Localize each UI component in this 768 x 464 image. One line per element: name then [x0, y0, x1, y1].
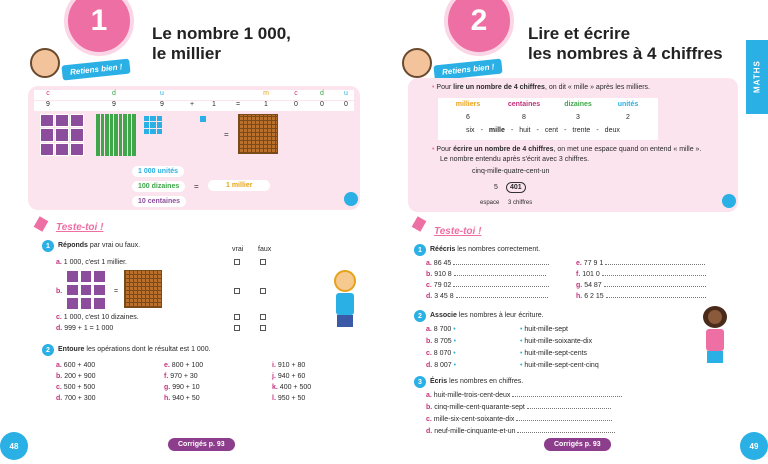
col-milliers: milliers	[455, 101, 481, 108]
checkbox-faux[interactable]	[260, 325, 266, 331]
match-words	[520, 324, 599, 372]
checkbox-vrai[interactable]	[234, 325, 240, 331]
operation-item[interactable]: j. 940 + 60	[272, 373, 306, 380]
place-value-table	[438, 98, 658, 140]
title-line-2: le millier	[152, 44, 221, 63]
page-title	[152, 24, 291, 64]
value-cell: 9	[160, 101, 164, 108]
value-cell: 0	[344, 101, 348, 108]
title-line-2: les nombres à 4 chiffres	[528, 44, 723, 63]
corner-decoration	[344, 192, 358, 206]
operation-item[interactable]: h. 940 + 50	[164, 395, 200, 402]
col-centaines: centaines	[507, 101, 541, 108]
corner-decoration	[722, 194, 736, 208]
teste-toi-heading: Teste-toi !	[434, 226, 482, 237]
lesson-number-badge: 1	[64, 0, 134, 56]
units-cubes	[144, 116, 162, 134]
right-page	[384, 0, 768, 464]
equals-sign: =	[114, 288, 119, 295]
hundreds-pill: 10 centaines	[132, 196, 186, 207]
write-item[interactable]: a. huit-mille-trois-cent-deux	[426, 390, 622, 402]
espace-label: espace	[480, 200, 500, 206]
digit: 2	[626, 114, 630, 121]
operation-item[interactable]: e. 800 + 100	[164, 362, 204, 369]
value-cell: 9	[112, 101, 116, 108]
teacher-avatar	[30, 48, 60, 78]
exercise-number: 1	[414, 244, 426, 256]
question-b-label: b.	[56, 288, 63, 295]
header-d2: d	[320, 90, 324, 97]
lesson-number-badge: 2	[444, 0, 514, 56]
operation-item[interactable]: l. 950 + 50	[272, 395, 306, 402]
rule-2-line-2: Le nombre entendu après s'écrit avec 3 chiffres.	[440, 156, 590, 163]
equals-sign: =	[194, 182, 199, 191]
subject-tab: MATHS	[746, 40, 768, 114]
hundred-squares	[66, 270, 106, 310]
exercise-1-instruction: Réponds par vrai ou faux.	[58, 242, 141, 249]
exercise-2-instruction: Entoure les opérations dont le résultat est 1 000.	[58, 346, 211, 353]
rewrite-item[interactable]: d. 3 45 8	[426, 291, 549, 302]
operations-col-3	[272, 360, 311, 404]
teacher-avatar	[402, 48, 432, 78]
value-cell: 0	[294, 101, 298, 108]
match-number-item[interactable]: b. 8 705 •	[426, 338, 457, 345]
match-number-item[interactable]: a. 8 700 •	[426, 326, 456, 333]
exercise-number: 2	[414, 310, 426, 322]
units-pill: 1 000 unités	[132, 166, 184, 177]
example-text: cinq-mille-quatre-cent-un	[472, 168, 550, 175]
table-values-row	[34, 101, 354, 111]
match-number-item[interactable]: d. 8 007 •	[426, 362, 457, 369]
equals-sign: =	[235, 101, 241, 108]
title-line-1: Lire et écrire	[528, 24, 631, 43]
col-dizaines: dizaines	[564, 101, 592, 108]
exercise-1-instruction: Réécris les nombres correctement.	[430, 246, 541, 253]
match-word-item[interactable]: • huit-mille-sept-cents	[520, 350, 588, 357]
operation-item[interactable]: a. 600 + 400	[56, 362, 96, 369]
match-word-item[interactable]: • huit-mille-sept	[520, 326, 568, 333]
rule-1: • Pour lire un nombre de 4 chiffres, on dit « mille » après les milliers.	[432, 84, 650, 91]
exercise-2-instruction: Associe les nombres à leur écriture.	[430, 312, 544, 319]
lesson-box	[408, 78, 738, 212]
value-cell: 9	[46, 101, 50, 108]
rewrite-item[interactable]: b. 910 8	[426, 269, 549, 280]
operation-item[interactable]: k. 400 + 500	[272, 384, 312, 391]
checkbox-vrai[interactable]	[234, 259, 240, 265]
plus-sign: +	[189, 101, 195, 108]
operation-item[interactable]: b. 200 + 900	[56, 373, 96, 380]
question-c: c. 1 000, c'est 10 dizaines.	[56, 314, 139, 321]
match-number-item[interactable]: c. 8 070 •	[426, 350, 456, 357]
match-numbers	[426, 324, 456, 372]
page-title	[528, 24, 723, 64]
child-illustration	[330, 270, 360, 332]
title-line-1: Le nombre 1 000,	[152, 24, 291, 43]
header-u: u	[160, 90, 164, 97]
rewrite-item[interactable]: g. 54 87	[576, 280, 706, 291]
pencil-icon	[34, 216, 49, 231]
rewrite-col-1	[426, 258, 549, 302]
question-a: a. 1 000, c'est 1 millier.	[56, 259, 127, 266]
write-item[interactable]: c. mille-six-cent-soixante-dix	[426, 414, 622, 426]
rewrite-item[interactable]: a. 86 45	[426, 258, 549, 269]
operations-col-1	[56, 360, 96, 404]
value-cell: 1	[212, 101, 216, 108]
match-word-item[interactable]: • huit-mille-sept-cent-cinq	[520, 362, 599, 369]
checkbox-faux[interactable]	[260, 259, 266, 265]
corriges-link[interactable]: Corrigés p. 93	[544, 438, 611, 451]
rewrite-item[interactable]: c. 79 02	[426, 280, 549, 291]
digit: 6	[466, 114, 470, 121]
tens-bars	[96, 114, 136, 156]
retiens-ribbon: Retiens bien !	[433, 58, 503, 80]
operation-item[interactable]: f. 970 + 30	[164, 373, 198, 380]
operation-item[interactable]: g. 990 + 10	[164, 384, 200, 391]
example-circled: 401	[506, 182, 526, 193]
digit: 3	[576, 114, 580, 121]
corriges-link[interactable]: Corrigés p. 93	[168, 438, 235, 451]
exercise-number: 1	[42, 240, 54, 252]
table-header-row	[34, 90, 354, 100]
millier-pill: 1 millier	[208, 180, 270, 191]
header-u2: u	[344, 90, 348, 97]
equals-sign: =	[224, 130, 229, 139]
operation-item[interactable]: d. 700 + 300	[56, 395, 96, 402]
pencil-icon	[412, 216, 427, 231]
page-number: 49	[740, 432, 768, 460]
match-word-item[interactable]: • huit-mille-soixante-dix	[520, 338, 593, 345]
thousand-cube	[124, 270, 162, 308]
tens-pill: 100 dizaines	[132, 181, 185, 192]
rewrite-col-2	[576, 258, 706, 302]
vrai-label: vrai	[232, 246, 244, 253]
write-item[interactable]: d. neuf-mille-cinquante-et-un	[426, 426, 622, 438]
digit: 8	[522, 114, 526, 121]
rule-2: • Pour écrire un nombre de 4 chiffres, on met une espace quand on entend « mille ».	[432, 146, 702, 153]
write-item[interactable]: b. cinq-mille-cent-quarante-sept	[426, 402, 622, 414]
thousand-cube	[238, 114, 278, 154]
header-c: c	[46, 90, 50, 97]
checkbox-vrai[interactable]	[234, 288, 240, 294]
teste-toi-heading: Teste-toi !	[56, 222, 104, 233]
checkbox-faux[interactable]	[260, 314, 266, 320]
three-digits-label: 3 chiffres	[508, 200, 533, 206]
exercise-number: 3	[414, 376, 426, 388]
rewrite-item[interactable]: f. 101 0	[576, 269, 706, 280]
checkbox-vrai[interactable]	[234, 314, 240, 320]
checkbox-faux[interactable]	[260, 288, 266, 294]
rewrite-item[interactable]: e. 77 9 1	[576, 258, 706, 269]
faux-label: faux	[258, 246, 272, 253]
write-numbers-list	[426, 390, 622, 438]
value-cell: 1	[264, 101, 268, 108]
lesson-box	[28, 86, 360, 210]
col-unites: unités	[617, 101, 639, 108]
value-cell: 0	[320, 101, 324, 108]
number-in-words: six - mille - huit - cent - trente - deux	[466, 127, 620, 134]
exercise-number: 2	[42, 344, 54, 356]
child-illustration	[700, 306, 730, 368]
rewrite-item[interactable]: h. 6 2 15	[576, 291, 706, 302]
example-digit: 5	[494, 184, 498, 191]
header-m: m	[263, 90, 269, 97]
single-cube	[200, 116, 206, 122]
page-number: 48	[0, 432, 28, 460]
exercise-3-instruction: Écris les nombres en chiffres.	[430, 378, 524, 385]
operation-item[interactable]: c. 500 + 500	[56, 384, 96, 391]
header-c2: c	[294, 90, 298, 97]
hundred-squares	[40, 114, 84, 156]
question-d: d. 999 + 1 = 1 000	[56, 325, 114, 332]
operations-col-2	[164, 360, 203, 404]
header-d: d	[112, 90, 116, 97]
retiens-ribbon: Retiens bien !	[61, 58, 131, 80]
operation-item[interactable]: i. 910 + 80	[272, 362, 306, 369]
